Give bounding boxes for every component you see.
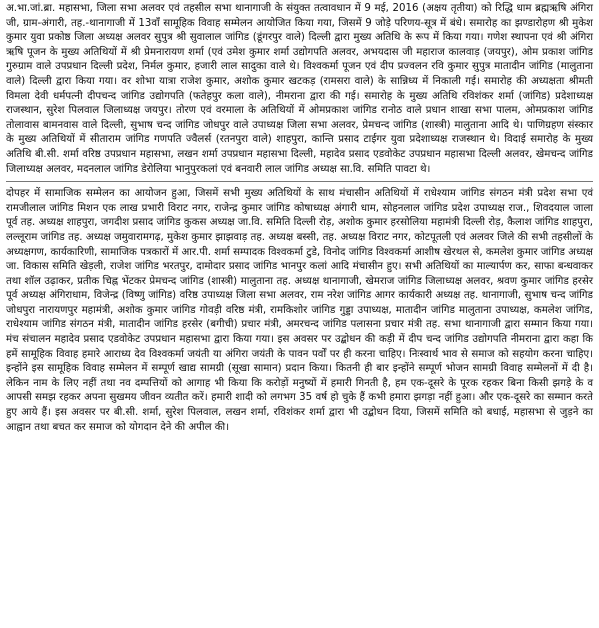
section-divider [6,181,593,182]
paragraph-event-report: अ.भा.जां.ब्रा. महासभा, जिला सभा अलवर एवं तहसील सभा थानागाजी के संयुक्त तत्वावधान में 9 मई, 2016 (अक्षय तृतीया) को रिद्धि धाम ब्रह्मऋषि अंगिरा जी, ग्राम-अंगारी, तह.-थानागाजी में 13वाँ सामूहिक विवाह सम्मेलन आयोजित किया गया, जिसमें 9 जोड़े परिणय-सूत्र में बंधे। समारोह का झण्डारोहण श्री मुकेश कुमार युवा प्रकोष्ठ जिला अध्यक्ष अलवर सुपुत्र श्री सुवालाल जांगिड (डूंगरपुर वाले) दिल्ली द्वारा मुख्य अतिथि के रूप में किया गया। गणेश स्थापना एवं श्री अंगिरा ऋषि पूजन के मुख्य अतिथियों में श्री प्रेमनारायण शर्मा (एवं उमेश कुमार शर्मा उद्योगपति अलवर, अभयदास जी महाराज कालवाड़ (जयपुर), ओम प्रकाश जांगिड गुरुग्राम वाले उपप्रधान दिल्ली प्रदेश, निर्मल कुमार, हजारी लाल सादुका वाले थे। विश्वकर्मा पूजन एवं दीप प्रज्वलन रवि कुमार सुपुत्र मातादीन जांगिड (मालुताना वाले) दिल्ली द्वारा किया गया। वर शोभा यात्रा राजेश कुमार, अशोक कुमार खटकड़ (रामसरा वाले) के सान्निध्य में निकाली गई। समारोह की अध्यक्षता श्रीमती विमला देवी धर्मपत्नी दीपचन्द जांगिड उद्योगपति (फतेहपुर कला वाले), नीमराना द्वारा की गई। समारोह के मुख्य अतिथि रविशंकर शर्मा (जांगिड) प्रदेशाध्यक्ष राजस्थान, सुरेश पिलवाल जिलाध्यक्ष जयपुर। तोरण एवं वरमाला के अतिथियों में ओमप्रकाश जांगिड रानोठ वाले प्रधान शाखा सभा पालम, ओमप्रकाश जांगिड तोलावास बामनवास वाले दिल्ली, सुभाष चन्द जांगिड जोधपुर वाले उपाध्यक्ष जिला सभा अलवर, प्रेमचन्द जांगिड (शास्त्री) मालुताना आदि थे। पाणिग्रहण संस्कार के मुख्य अतिथियों में सीताराम जांगिड गणपति ज्वैलर्स (रतनपुरा वाले) शाहपुरा, कान्ति प्रसाद टाईगर युवा प्रदेशाध्यक्ष राजस्थान थे। विदाई समारोह के मुख्य अतिथि बी.सी. शर्मा वरिष्ठ उपप्रधान महासभा, लखन शर्मा उपप्रधान महासभा दिल्ली, महादेव प्रसाद एडवोकेट उपप्रधान महासभा दिल्ली अलवर, खेमचन्द जांगिड जिलाध्यक्ष अलवर, मदनलाल जांगिड डेरोलिया भानुपुरकलां एवं बनवारी लाल जांगिड अध्यक्ष सा.वि. समिति पावटा थे। [6,3,593,175]
paragraph-social-conference: दोपहर में सामाजिक सम्मेलन का आयोजन हुआ, जिसमें सभी मुख्य अतिथियों के साथ मंचासीन अतिथियों में राधेश्याम जांगिड संगठन मंत्री प्रदेश सभा एवं रामजीलाल जांगिड मिशन एक लाख प्रभारी विराट नगर, राजेन्द्र कुमार जांगिड कोषाध्यक्ष अंगारी धाम, सोहनलाल जांगिड प्रदेश उपाध्यक्ष राज., शिवदयाल जाला पूर्व तह. अध्यक्ष शाहपुरा, जगदीश प्रसाद जांगिड कुकस अध्यक्ष जा.वि. समिति दिल्ली रोड़, अशोक कुमार हरसोलिया महामंत्री दिल्ली रोड़, कैलाश जांगिड शाहपुरा, लल्लूराम जांगिड तह. अध्यक्ष जमुवारामगढ़, मुकेश कुमार झाझवाड़ तह. अध्यक्ष बस्सी, तह. अध्यक्ष विराट नगर, कोटपूतली एवं अलवर जिले की सभी तहसीलों के अध्यक्षगण, कार्यकारिणी, सामाजिक पत्रकारों में आर.पी. शर्मा सम्पादक विश्वकर्मा टुडे, विनोद जांगिड विश्वकर्मा आशीष खेरथल से, कमलेश कुमार जांगिड अध्यक्ष जा. विकास समिति खेड़ली, राजेश जांगिड भरतपुर, दामोदार प्रसाद जांगिड भानपुर कलां आदि मंचासीन हुए। सभी अतिथियों का माल्यार्पण कर, साफा बन्धवाकर तथा शॉल उढ़ाकर, प्रतीक चिह्न भेंटकर प्रेमचन्द जांगिड (शास्त्री) मालुताना तह. अध्यक्ष थानागाजी, खेमराज जांगिड जिलाध्यक्ष अलवर, श्रवण कुमार जांगिड हरसेर पूर्व अध्यक्ष अंगिराधाम, विजेन्द्र (विष्णु जांगिड) वरिष्ठ उपाध्यक्ष जिला सभा अलवर, राम नरेश जांगिड आगर कार्यकारी अध्यक्ष तह. थानागाजी, सुभाष चन्द जांगिड जोधपुरा नारायणपुर महामंत्री, अशोक कुमार जांगिड गोवड़ी वरिष्ठ मंत्री, रामकिशोर जांगिड गुड्डा उपाध्यक्ष, मातादीन जांगिड मालुताना उपाध्यक्ष, कमलेश जांगिड, राधेश्याम जांगिड संगठन मंत्री, मातादीन जांगिड हरसेर (बगीची) प्रचार मंत्री, अमरचन्द जांगिड पलासना प्रचार मंत्री तह. सभा थानागाजी द्वारा सम्मान किया गया। मंच संचालन महादेव प्रसाद एडवोकेट उपप्रधान महासभा द्वारा किया गया। इस अवसर पर उद्बोधन की कड़ी में दीप चन्द जांगिड उद्योगपति नीमराना द्वारा कहा कि हमें सामूहिक विवाह हमारे आराध्य देव विश्वकर्मा जयंती या अंगिरा जयंती के पावन पर्वों पर ही करना चाहिए। निःस्वार्थ भाव से समाज को सहयोग करना चाहिए। इन्होंने इस सामूहिक विवाह सम्मेलन में सम्पूर्ण खाद्य सामग्री (सूखा सामान) प्रदान किया। कितनी ही बार इन्होंने सम्पूर्ण भोजन सामग्री विवाह सम्मेलनों में दी है। लेकिन नाम के लिए नहीं तथा नव दम्पत्तियों को आगाह भी किया कि करोड़ों मनुष्यों में हमारी गिनती है, हम एक-दूसरे के पूरक रहकर बिना किसी झगड़े के व आपसी समझ रहकर अपना सुखमय जीवन व्यतीत करें। हमारी शादी को लगभग 35 वर्ष हो चुके हैं कभी हमारा झगड़ा नहीं हुआ। और एक-दूसरे का सम्मान करते हुए आये हैं। इस अवसर पर बी.सी. शर्मा, सुरेश पिलवाल, लखन शर्मा, रविशंकर शर्मा द्वारा भी उद्बोधन दिया, जिसमें समिति को बधाई, महासभा से जुड़ने का आह्वान तथा बचत कर समाज को योगदान देने की अपील की। [6,188,593,433]
